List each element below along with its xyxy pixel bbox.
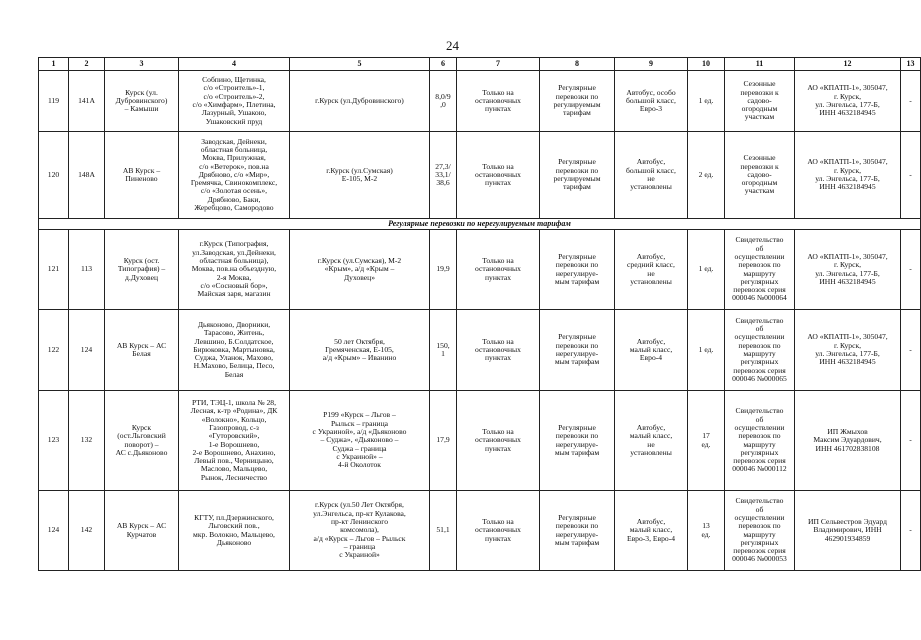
route-index: 123 [39,391,69,491]
streets-roads: г.Курск (ул.Дубровинского) [290,71,430,132]
carrier-info: АО «КПАТП-1», 305047, г. Курск, ул. Энгельса, 177-Б, ИНН 4632184945 [795,230,901,310]
table-row [39,391,921,491]
route-name: АВ Курск – АС Курчатов [105,491,179,571]
extra-column: - [901,132,921,219]
column-number: 13 [901,58,921,71]
column-number: 4 [179,58,290,71]
table-row [39,491,921,571]
column-number: 12 [795,58,901,71]
notes-certificate: Сезонные перевозки к садово- огородным участкам [725,71,795,132]
boarding-procedure: Только на остановочных пунктах [457,391,540,491]
streets-roads: г.Курск (ул.50 Лет Октября, ул.Энгельса, пр-кт Кулакова, пр-кт Ленинского комсомола), а/д «Курск – Льгов – Рыльск – граница с Украиной» [290,491,430,571]
notes-certificate: Сезонные перевозки к садово- огородным участкам [725,132,795,219]
notes-certificate: Свидетельство об осуществлении перевозок по маршруту регулярных перевозок серия 000046 №000112 [725,391,795,491]
carrier-info: АО «КПАТП-1», 305047, г. Курск, ул. Энгельса, 177-Б, ИНН 4632184945 [795,310,901,391]
column-number: 6 [430,58,457,71]
transport-type: Регулярные перевозки по нерегулируе- мым тарифам [540,230,615,310]
intermediate-stops: Заводская, Дейнеки, областная больница, Моква, Прилужная, с/о «Ветерок», пов.на Дрябново, с/о «Мир», Гремячка, Свинокомплекс, с/о «Золотая осень», Дрябново, Баки, Жеребцово, Самородово [179,132,290,219]
column-number: 10 [688,58,725,71]
extra-column: - [901,230,921,310]
vehicle-class: Автобус, малый класс, Евро-3, Евро-4 [615,491,688,571]
vehicle-class: Автобус, средний класс, не установлены [615,230,688,310]
column-number: 5 [290,58,430,71]
vehicle-count: 1 ед. [688,230,725,310]
extra-column: - [901,491,921,571]
boarding-procedure: Только на остановочных пунктах [457,491,540,571]
carrier-info: АО «КПАТП-1», 305047, г. Курск, ул. Энгельса, 177-Б, ИНН 4632184945 [795,71,901,132]
route-number: 132 [69,391,105,491]
vehicle-class: Автобус, малый класс, не установлены [615,391,688,491]
carrier-info: АО «КПАТП-1», 305047, г. Курск, ул. Энгельса, 177-Б, ИНН 4632184945 [795,132,901,219]
route-number: 141А [69,71,105,132]
carrier-info: ИП Сельвестров Эдуард Владимирович, ИНН 462901934859 [795,491,901,571]
transport-type: Регулярные перевозки по нерегулируе- мым тарифам [540,491,615,571]
route-name: Курск (ост.Льговский поворот) – АС с.Дьяконово [105,391,179,491]
column-number-row [39,58,921,71]
page-number: 24 [446,38,459,53]
route-length: 150, 1 [430,310,457,391]
routes-table [38,57,921,571]
extra-column: - [901,310,921,391]
vehicle-count: 17 ед. [688,391,725,491]
column-number: 9 [615,58,688,71]
route-name: Курск (ул. Дубровинского) – Камыши [105,71,179,132]
boarding-procedure: Только на остановочных пунктах [457,230,540,310]
streets-roads: 50 лет Октября, Гремяченская, Е-105, а/д «Крым» – Иванино [290,310,430,391]
notes-certificate: Свидетельство об осуществлении перевозок по маршруту регулярных перевозок серия 000046 №000065 [725,310,795,391]
table-row [39,230,921,310]
column-number: 7 [457,58,540,71]
streets-roads: г.Курск (ул.Сумская) Е-105, М-2 [290,132,430,219]
column-number: 8 [540,58,615,71]
boarding-procedure: Только на остановочных пунктах [457,132,540,219]
route-index: 120 [39,132,69,219]
route-length: 27,3/ 33,1/ 38,6 [430,132,457,219]
transport-type: Регулярные перевозки по нерегулируе- мым тарифам [540,310,615,391]
route-name: Курск (ост. Типография) – д.Духовец [105,230,179,310]
notes-certificate: Свидетельство об осуществлении перевозок по маршруту регулярных перевозок серия 000046 №000064 [725,230,795,310]
route-length: 8,0/9 ,0 [430,71,457,132]
carrier-info: ИП Жмыхов Максим Эдуардович, ИНН 461702838108 [795,391,901,491]
column-number: 2 [69,58,105,71]
intermediate-stops: Дьяконово, Дворники, Тарасово, Житень, Левшино, Б.Солдатское, Бирюковка, Мартыновка, Суджа, Уланок, Махово, Н.Махово, Белица, Песо, Белая [179,310,290,391]
column-number: 1 [39,58,69,71]
route-number: 124 [69,310,105,391]
route-length: 17,9 [430,391,457,491]
intermediate-stops: г.Курск (Типография, ул.Заводская, ул.Дейнеки, областная больница), Моква, пов.на объездную, 2-я Моква, с/о «Сосновый бор», Майская заря, магазин [179,230,290,310]
vehicle-class: Автобус, особо большой класс, Евро-3 [615,71,688,132]
route-name: АВ Курск – АС Белая [105,310,179,391]
route-length: 51,1 [430,491,457,571]
transport-type: Регулярные перевозки по регулируемым тарифам [540,71,615,132]
extra-column: - [901,71,921,132]
section-row [39,219,921,230]
transport-type: Регулярные перевозки по нерегулируе- мым тарифам [540,391,615,491]
intermediate-stops: КГТУ, пл.Дзержинского, Льговский пов., мкр. Волокно, Мальцево, Дьяконово [179,491,290,571]
boarding-procedure: Только на остановочных пунктах [457,71,540,132]
boarding-procedure: Только на остановочных пунктах [457,310,540,391]
vehicle-count: 2 ед. [688,132,725,219]
vehicle-class: Автобус, большой класс, не установлены [615,132,688,219]
route-index: 121 [39,230,69,310]
section-title: Регулярные перевозки по нерегулируемым тарифам [39,219,921,230]
route-length: 19,9 [430,230,457,310]
intermediate-stops: РТИ, ТЭЦ-1, школа № 28, Лесная, к-тр «Родина», ДК «Волокно», Кольцо, Газопровод, с-з «Гуторовский», 1-е Ворошнево, 2-е Ворошнево, Анахино, Левый пов., Черницыно, Маслово, Мальцево, Рынок, Лесничество [179,391,290,491]
route-index: 124 [39,491,69,571]
route-name: АВ Курск – Пиненово [105,132,179,219]
column-number: 11 [725,58,795,71]
route-number: 113 [69,230,105,310]
route-number: 142 [69,491,105,571]
table-row [39,71,921,132]
transport-type: Регулярные перевозки по регулируемым тарифам [540,132,615,219]
route-number: 148А [69,132,105,219]
route-index: 122 [39,310,69,391]
vehicle-count: 1 ед. [688,71,725,132]
intermediate-stops: Собпино, Щетинка, с/о «Строитель»-1, с/о «Строитель»-2, с/о «Химфарм», Плетина, Лазурный, Ушакою, Ушаковский пруд [179,71,290,132]
vehicle-count: 1 ед. [688,310,725,391]
table-row [39,132,921,219]
route-index: 119 [39,71,69,132]
vehicle-count: 13 ед. [688,491,725,571]
notes-certificate: Свидетельство об осуществлении перевозок по маршруту регулярных перевозок серия 000046 №000053 [725,491,795,571]
streets-roads: г.Курск (ул.Сумская), М-2 «Крым», а/д «Крым – Духовец» [290,230,430,310]
column-number: 3 [105,58,179,71]
table-row [39,310,921,391]
streets-roads: Р199 «Курск – Льгов – Рыльск – граница с Украиной», а/д «Дьяконово – Суджа», «Дьяконово – Суджа – граница с Украиной» – 4-й Околоток [290,391,430,491]
extra-column: - [901,391,921,491]
vehicle-class: Автобус, малый класс, Евро-4 [615,310,688,391]
